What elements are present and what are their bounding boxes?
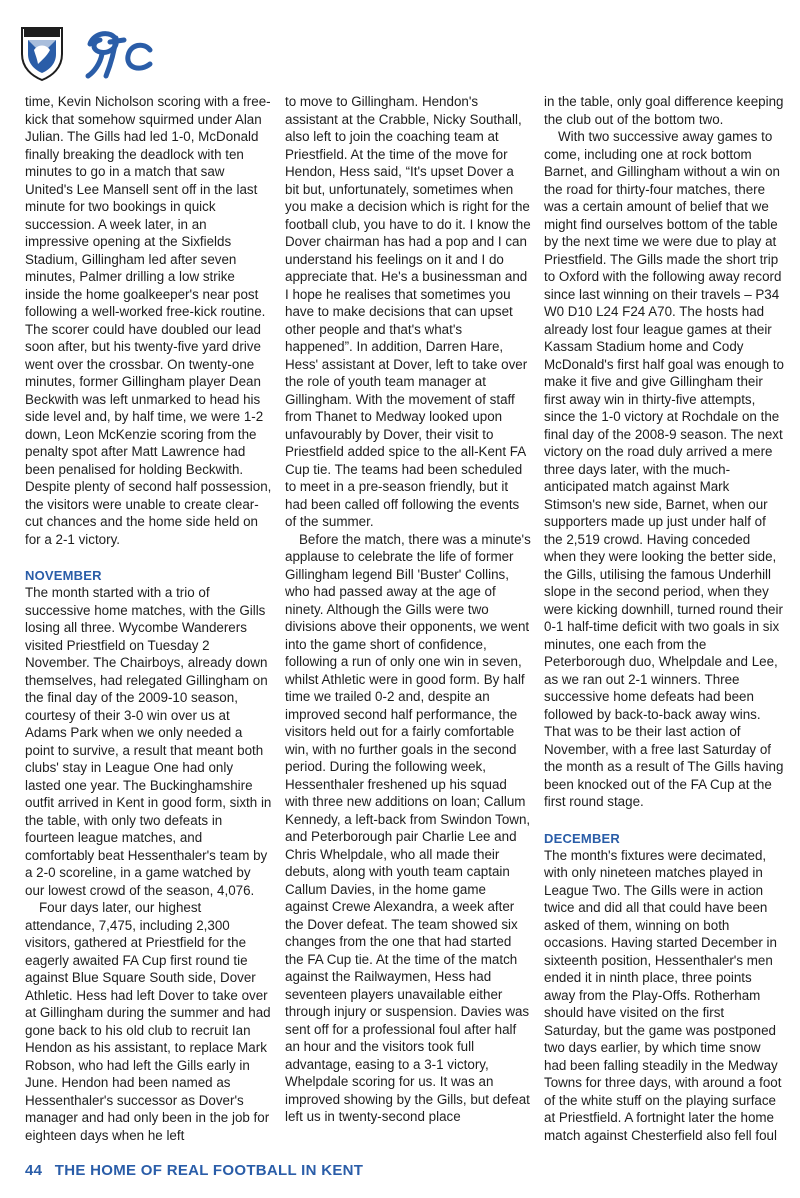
paragraph: The month started with a trio of successive home matches, with the Gills losing all three. Wycombe Wanderers visited Priestfield on Tuesday 2 November. The Chairboys, already down themselves, had relegated Gillingham on the final day of the 2009-10 season, courtesy of their 3-0 win over us at Adams Park when we only needed a point to survive, a result that meant both clubs' stay in League One had only lasted one year. The Buckinghamshire outfit arrived in Kent in good form, sixth in the table, with only two defeats in fourteen league matches, and comfortably beat Hessenthaler's team by a 2-0 scoreline, in a game watched by our lowest crowd of the season, 4,076. <box>25 585 272 898</box>
text-column-3 <box>544 93 784 1144</box>
text-column-2 <box>285 93 531 1126</box>
section-heading-november: NOVEMBER <box>25 568 102 583</box>
gfc-monogram-logo-icon <box>80 26 160 82</box>
header-logos <box>20 24 170 84</box>
text-column-1 <box>25 93 272 1144</box>
paragraph: Four days later, our highest attendance, 7,475, including 2,300 visitors, gathered at Priestfield for the eagerly awaited FA Cup first round tie against Blue Square South side, Dover Athletic. Hess had left Dover to take over at Gillingham during the summer and had gone back to his old club to recruit Ian Hendon as his assistant, to replace Mark Robson, who had left the Gills early in June. Hendon had been named as Hessenthaler's successor as Dover's manager and had only been in the job for eighteen days when he left <box>25 900 271 1143</box>
footer-tagline: THE HOME OF REAL FOOTBALL IN KENT <box>54 1162 364 1179</box>
paragraph: to move to Gillingham. Hendon's assistant at the Crabble, Nicky Southall, also left to join the coaching team at Priestfield. At the time of the move for Hendon, Hess said, “It's upset Dover a bit but, unfortunately, sometimes when you make a decision which is right for the football club, you have to do it. I know the Dover chairman has had a pop and I can understand his feelings on it and I do appreciate that. He's a businessman and I hope he realises that sometimes you have to make decisions that can upset other people and that's what's happened”. In addition, Darren Hare, Hess' assistant at Dover, left to take over the role of youth team manager at Gillingham. With the movement of staff from Thanet to Medway looked upon unfavourably by Dover, their visit to Priestfield added spice to the all-Kent FA Cup tie. The teams had been scheduled to meet in a pre-season friendly, but it had been called off following the events of the summer. <box>285 94 531 529</box>
paragraph: in the table, only goal difference keeping the club out of the bottom two. <box>544 94 784 127</box>
paragraph: time, Kevin Nicholson scoring with a free-kick that somehow squirmed under Alan Julian. The Gills had led 1-0, McDonald finally breaking the deadlock with ten minutes to go in a match that saw United's Lee Mansell sent off in the last minute for two bookings in quick succession. A week later, in an impressive opening at the Sixfields Stadium, Gillingham led after seven minutes, Palmer drilling a low strike inside the home goalkeeper's near post following a well-worked free-kick routine. The scorer could have doubled our lead soon after, but his twenty-five yard drive went over the crossbar. On twenty-one minutes, former Gillingham player Dean Beckwith was left unmarked to head his side level and, by half time, we were 1-2 down, Leon McKenzie scoring from the penalty spot after Matt Lawrence had been penalised for holding Beckwith. Despite plenty of second half possession, the visitors were unable to create clear-cut chances and the home side held on for a 2-1 victory. <box>25 94 272 547</box>
page-footer <box>25 1162 363 1179</box>
paragraph: With two successive away games to come, including one at rock bottom Barnet, and Gillingham without a win on the road for thirty-four matches, there was a certain amount of belief that we might find ourselves bottom of the table by the next time we were due to play at Priestfield. The Gills made the short trip to Oxford with the following away record since last winning on their travels – P34 W0 D10 L24 F24 A70. The hosts had already lost four league games at their Kassam Stadium home and Cody McDonald's first half goal was enough to make it five and give Gillingham their first away win in thirty-five attempts, since the 1-0 victory at Rochdale on the final day of the 2008-9 season. The next victory on the road duly arrived a mere three days later, with the much-anticipated match against Mark Stimson's new side, Barnet, when our supporters made up just under half of the 2,519 crowd. Having conceded when they were looking the better side, the Gills, utilising the famous Underhill slope in the second period, when they were kicking downhill, turned round their 0-1 half-time deficit with two goals in six minutes, one each from the Peterborough duo, Whelpdale and Lee, as we ran out 2-1 winners. Three successive home defeats had been followed by back-to-back away wins. That was to be their last action of November, with a free last Saturday of the month as a result of The Gills having been knocked out of the FA Cup at the first round stage. <box>544 129 784 809</box>
page-number: 44 <box>25 1162 43 1179</box>
paragraph: The month's fixtures were decimated, with only nineteen matches played in League Two. The Gills were in action twice and did all that could have been asked of them, winning on both occasions. Having started December in sixteenth position, Hessenthaler's men ended it in ninth place, three points away from the Play-Offs. Rotherham should have visited on the first Saturday, but the game was postponed two days earlier, by which time snow had been falling steadily in the Medway Towns for three days, with around a foot of the white stuff on the playing surface at Priestfield. A fortnight later the home match against Chesterfield also fell foul <box>544 847 782 1143</box>
section-heading-december: DECEMBER <box>544 830 620 846</box>
paragraph: Before the match, there was a minute's applause to celebrate the life of former Gillingham legend Bill 'Buster' Collins, who had passed away at the age of ninety. Although the Gills were two divisions above their opponents, we went into the game short of confidence, following a run of only one win in seven, whilst Athletic were in good form. By half time we trailed 0-2 and, despite an improved second half performance, the visitors held out for a fairly comfortable win, with no further goals in the second period. During the following week, Hessenthaler freshened up his squad with three new additions on loan; Callum Kennedy, a left-back from Swindon Town, and Peterborough pair Charlie Lee and Chris Whelpdale, who all made their debuts, along with youth team captain Callum Davies, in the home game against Crewe Alexandra, a week after the Dover defeat. The team showed six changes from the one that had started the FA Cup tie. At the time of the match against the Railwaymen, Hess had seventeen players unavailable either through injury or suspension. Davies was sent off for a professional foul after half an hour and the visitors took full advantage, easing to a 3-1 victory, Whelpdale scoring for us. It was an improved showing by the Gills, but defeat left us in twenty-second place <box>285 531 531 1124</box>
gillingham-fc-crest-icon <box>20 24 64 82</box>
